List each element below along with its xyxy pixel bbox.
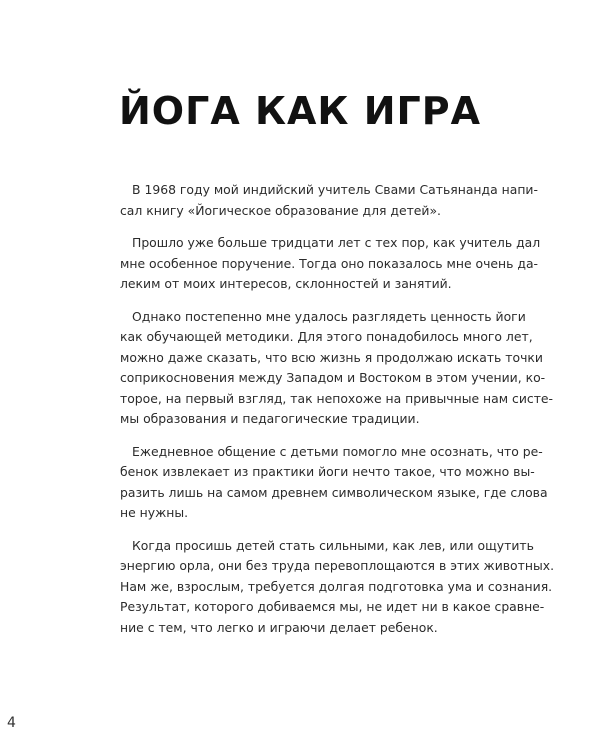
paragraph-2: [120, 233, 541, 295]
page-number: 4: [7, 715, 16, 731]
paragraph-3: [120, 307, 554, 430]
paragraph-line: леким от моих интересов, склонностей и занятий.: [120, 276, 452, 291]
paragraph-line: Нам же, взрослым, требуется долгая подготовка ума и сознания.: [120, 578, 553, 594]
paragraph-line: мне особенное поручение. Тогда оно показалось мне очень да-: [120, 255, 539, 271]
paragraph-line: торое, на первый взгляд, так непохоже на привычные нам систе-: [120, 390, 554, 406]
paragraph-line: не нужны.: [120, 505, 189, 520]
paragraph-line: мы образования и педагогические традиции.: [120, 411, 420, 426]
paragraph-line: можно даже сказать, что всю жизнь я продолжаю искать точки: [120, 349, 543, 365]
paragraph-line: соприкосновения между Западом и Востоком в этом учении, ко-: [120, 370, 546, 385]
paragraph-5: [120, 536, 555, 639]
paragraph-line: бенок извлекает из практики йоги нечто такое, что можно вы-: [120, 464, 535, 479]
paragraph-line: В 1968 году мой индийский учитель Свами Сатьянанда напи-: [132, 182, 538, 197]
paragraph-line: Прошло уже больше тридцати лет с тех пор, как учитель дал: [132, 235, 541, 250]
paragraph-line: Однако постепенно мне удалось разглядеть ценность йоги: [132, 308, 526, 324]
paragraph-1: [120, 180, 538, 221]
paragraph-4: [120, 442, 548, 524]
paragraph-line: Ежедневное общение с детьми помогло мне осознать, что ре-: [132, 443, 543, 459]
paragraph-line: энергию орла, они без труда перевоплощаются в этих животных.: [120, 558, 555, 573]
paragraph-line: Когда просишь детей стать сильными, как лев, или ощутить: [132, 537, 534, 553]
paragraph-line: Результат, которого добиваемся мы, не идет ни в какое сравне-: [120, 599, 545, 614]
chapter-title: ЙОГА КАК ИГРА: [119, 89, 481, 133]
paragraph-line: ние с тем, что легко и играючи делает ребенок.: [120, 619, 438, 635]
paragraph-line: как обучающей методики. Для этого понадобилось много лет,: [120, 329, 533, 344]
paragraph-line: сал книгу «Йогическое образование для детей».: [120, 202, 442, 218]
paragraph-line: разить лишь на самом древнем символическом языке, где слова: [120, 484, 548, 500]
chapter-body: [120, 180, 555, 650]
